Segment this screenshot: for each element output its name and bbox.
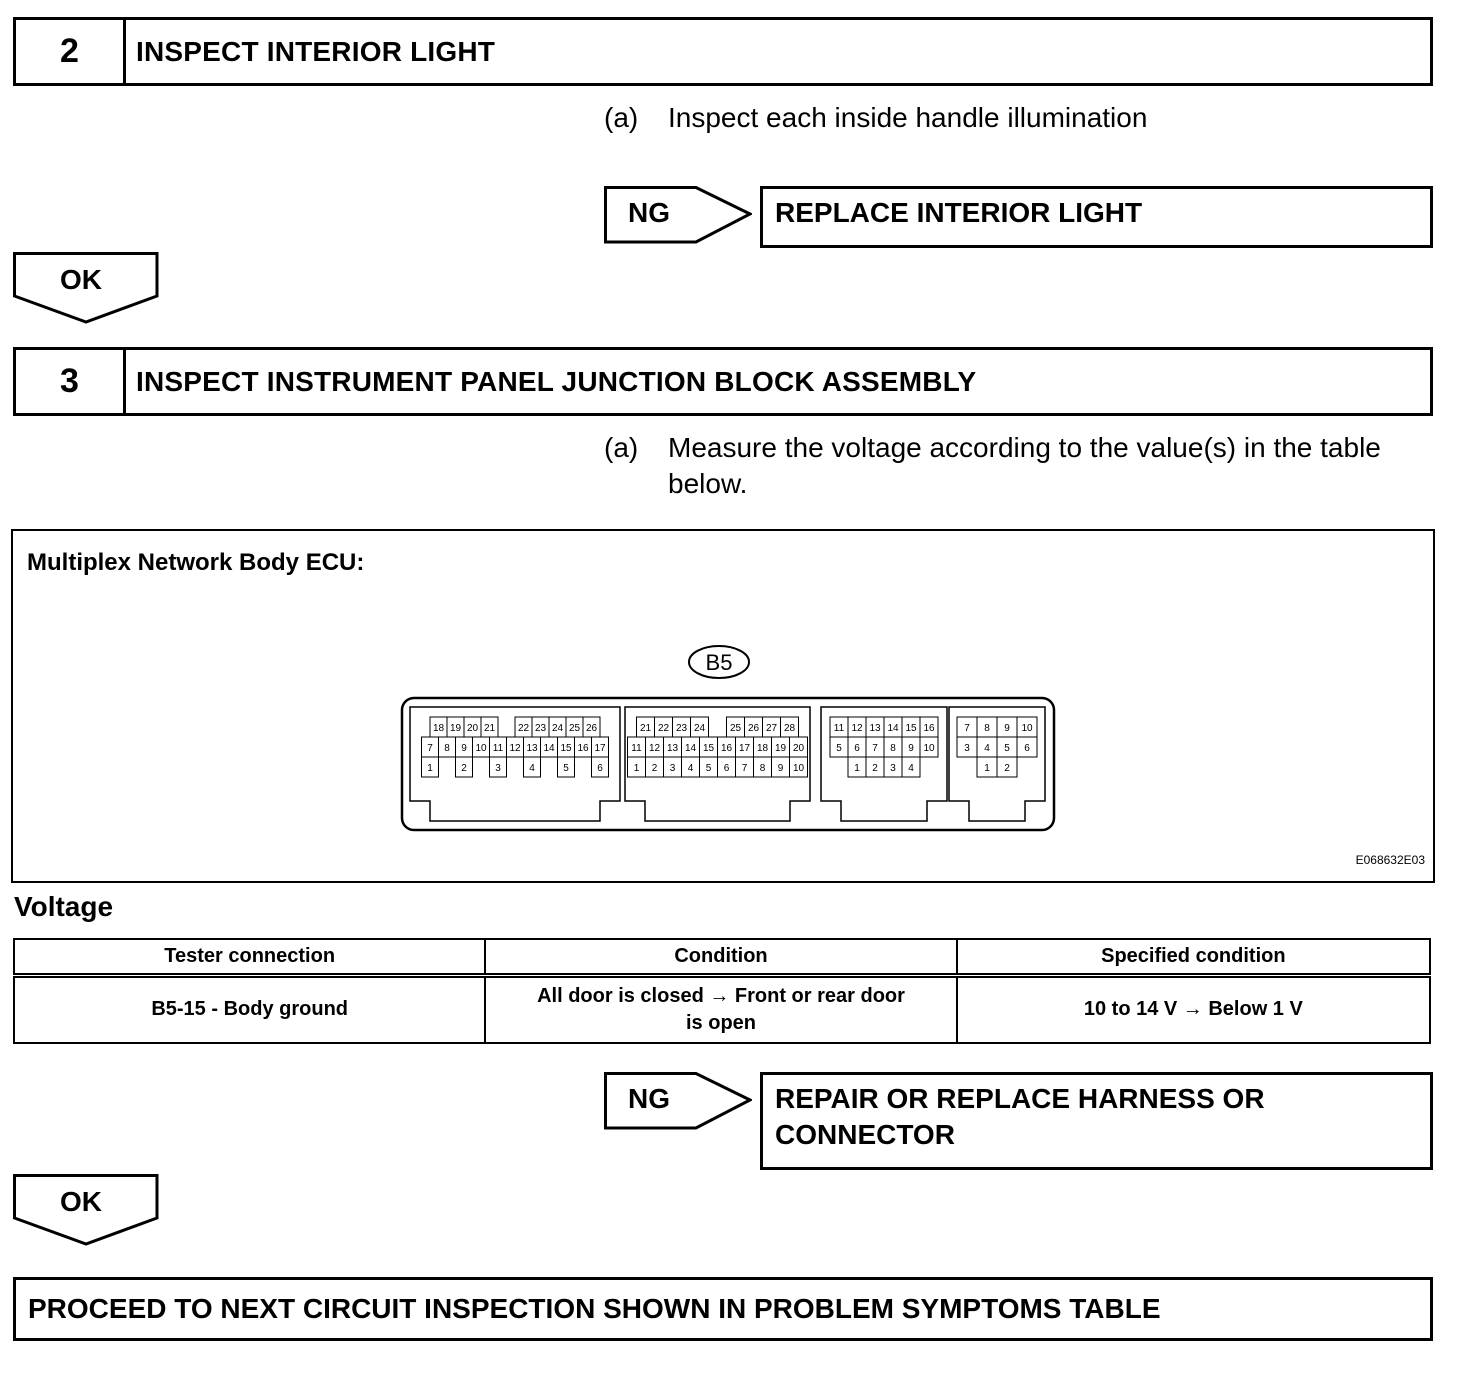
connector-pin-label: 11 bbox=[833, 723, 845, 734]
connector-pin-label: 4 bbox=[984, 743, 990, 754]
connector-pin-label: 17 bbox=[594, 743, 606, 754]
step-2-substep bbox=[604, 100, 1388, 136]
connector-pin-label: 1 bbox=[427, 763, 433, 774]
connector-pin-label: 10 bbox=[792, 763, 805, 774]
table-header-cell: Condition bbox=[485, 939, 956, 975]
connector-pin-label: 4 bbox=[529, 763, 535, 774]
connector-pin-label: 2 bbox=[461, 763, 467, 774]
connector-pin-label: 9 bbox=[461, 743, 467, 754]
substep-label: (a) bbox=[604, 432, 639, 463]
connector-pin-label: 8 bbox=[890, 743, 896, 754]
connector-pin-label: 6 bbox=[597, 763, 603, 774]
connector-pin-label: 17 bbox=[738, 743, 751, 754]
connector-pin-label: 22 bbox=[517, 723, 530, 734]
connector-pin-label: 3 bbox=[495, 763, 501, 774]
connector-pin-label: 28 bbox=[783, 723, 796, 734]
table-header-row bbox=[14, 939, 1430, 975]
step-title: INSPECT INSTRUMENT PANEL JUNCTION BLOCK ASSEMBLY bbox=[136, 365, 977, 397]
connector-pin-label: 19 bbox=[774, 743, 787, 754]
connector-pin-label: 1 bbox=[633, 763, 640, 774]
ng-label: NG bbox=[628, 197, 670, 228]
connector-pin-label: 3 bbox=[890, 763, 896, 774]
ok-label: OK bbox=[60, 264, 102, 295]
substep-text: Inspect each inside handle illumination bbox=[668, 102, 1148, 133]
connector-pin-label: 18 bbox=[756, 743, 769, 754]
connector-pin-label: 23 bbox=[534, 723, 547, 734]
connector-pin-label: 23 bbox=[675, 723, 688, 734]
connector-pin-label: 3 bbox=[964, 743, 970, 754]
connector-pin-label: 12 bbox=[648, 743, 661, 754]
connector-pin-label: 14 bbox=[887, 723, 899, 734]
step-number: 2 bbox=[16, 20, 126, 83]
connector-pin-label: 5 bbox=[836, 743, 842, 754]
connector-pin-label: 8 bbox=[984, 723, 990, 734]
connector-pin-label: 21 bbox=[483, 723, 496, 734]
substep-text: Measure the voltage according to the value(s) in the table below. bbox=[668, 432, 1381, 499]
table-cell: All door is closed → Front or rear door is open bbox=[485, 975, 956, 1043]
ng-arrow-icon bbox=[604, 1072, 752, 1130]
connector-pin-label: 21 bbox=[639, 723, 652, 734]
step-title: INSPECT INTERIOR LIGHT bbox=[136, 35, 496, 67]
connector-pin-label: 2 bbox=[651, 763, 658, 774]
connector-pin-label: 15 bbox=[702, 743, 715, 754]
connector-pin-label: 2 bbox=[872, 763, 878, 774]
connector-pin-label: 6 bbox=[1024, 743, 1030, 754]
ng-label: NG bbox=[628, 1083, 670, 1114]
table-cell: B5-15 - Body ground bbox=[14, 975, 485, 1043]
connector-pin-label: 7 bbox=[741, 763, 748, 774]
connector-pin-label: 11 bbox=[492, 743, 504, 754]
voltage-table bbox=[13, 938, 1431, 1044]
connector-pin-label: 12 bbox=[509, 743, 521, 754]
connector-pin-label: 2 bbox=[1004, 763, 1010, 774]
step-3-substep bbox=[604, 430, 1388, 502]
connector-pin-label: 15 bbox=[905, 723, 917, 734]
connector-pin-label: 20 bbox=[792, 743, 805, 754]
connector-pin-label: 4 bbox=[687, 763, 694, 774]
connector-pin-label: 8 bbox=[759, 763, 766, 774]
connector-pin-label: 10 bbox=[475, 743, 487, 754]
connector-pin-label: 24 bbox=[693, 723, 706, 734]
connector-pin-label: 6 bbox=[854, 743, 860, 754]
connector-pin-label: 9 bbox=[908, 743, 914, 754]
connector-pin-label: 25 bbox=[568, 723, 581, 734]
voltage-heading: Voltage bbox=[14, 891, 114, 922]
connector-pin-label: 24 bbox=[551, 723, 564, 734]
connector-pin-label: 13 bbox=[666, 743, 679, 754]
ng-arrow-icon bbox=[604, 186, 752, 244]
connector-pin-label: 13 bbox=[526, 743, 538, 754]
table-row bbox=[14, 975, 1430, 1043]
connector-pin-label: 9 bbox=[777, 763, 784, 774]
connector-pin-label: 6 bbox=[723, 763, 730, 774]
connector-pin-label: 1 bbox=[854, 763, 860, 774]
connector-pin-label: 5 bbox=[563, 763, 569, 774]
connector-pin-label: 16 bbox=[720, 743, 733, 754]
connector-pin-label: 8 bbox=[444, 743, 450, 754]
substep-label: (a) bbox=[604, 102, 639, 133]
connector-pin-label: 11 bbox=[631, 743, 642, 754]
table-cell: 10 to 14 V → Below 1 V bbox=[957, 975, 1430, 1043]
connector-pin-label: 7 bbox=[964, 723, 970, 734]
connector-figure bbox=[11, 529, 1435, 883]
connector-pin-label: 13 bbox=[869, 723, 881, 734]
connector-pin-label: 7 bbox=[427, 743, 433, 754]
connector-pin-label: 10 bbox=[923, 743, 935, 754]
connector-pin-label: 14 bbox=[543, 743, 555, 754]
connector-pin-label: 5 bbox=[705, 763, 712, 774]
connector-pin-label: 3 bbox=[669, 763, 676, 774]
connector-pin-label: 4 bbox=[908, 763, 914, 774]
connector-pin-label: 16 bbox=[923, 723, 935, 734]
table-header-cell: Tester connection bbox=[14, 939, 485, 975]
connector-pin-label: 22 bbox=[657, 723, 670, 734]
step-number: 3 bbox=[16, 350, 126, 413]
connector-pin-label: 7 bbox=[872, 743, 878, 754]
ok-label: OK bbox=[60, 1186, 102, 1217]
connector-id-label: B5 bbox=[705, 650, 733, 675]
final-instruction: PROCEED TO NEXT CIRCUIT INSPECTION SHOWN IN PROBLEM SYMPTOMS TABLE bbox=[13, 1277, 1433, 1341]
connector-pin-label: 20 bbox=[466, 723, 479, 734]
connector-diagram bbox=[13, 531, 1433, 881]
step-3-header bbox=[13, 347, 1433, 416]
table-header-cell: Specified condition bbox=[957, 939, 1430, 975]
connector-pin-label: 14 bbox=[684, 743, 697, 754]
connector-pin-label: 16 bbox=[577, 743, 589, 754]
connector-pin-label: 10 bbox=[1021, 723, 1033, 734]
connector-pin-label: 26 bbox=[585, 723, 598, 734]
connector-pin-label: 18 bbox=[432, 723, 445, 734]
ng-result-box: REPAIR OR REPLACE HARNESS OR CONNECTOR bbox=[760, 1072, 1433, 1170]
connector-pin-label: 1 bbox=[984, 763, 990, 774]
connector-pin-label: 9 bbox=[1004, 723, 1010, 734]
connector-pin-label: 15 bbox=[560, 743, 572, 754]
connector-pin-label: 5 bbox=[1004, 743, 1010, 754]
connector-pin-label: 27 bbox=[765, 723, 778, 734]
connector-pin-label: 19 bbox=[449, 723, 462, 734]
step-2-header bbox=[13, 17, 1433, 86]
figure-title: Multiplex Network Body ECU: bbox=[27, 549, 365, 576]
ng-result-box: REPLACE INTERIOR LIGHT bbox=[760, 186, 1433, 248]
figure-code: E068632E03 bbox=[1355, 853, 1425, 867]
connector-pin-label: 26 bbox=[747, 723, 760, 734]
connector-pin-label: 25 bbox=[729, 723, 742, 734]
connector-pin-label: 12 bbox=[851, 723, 863, 734]
